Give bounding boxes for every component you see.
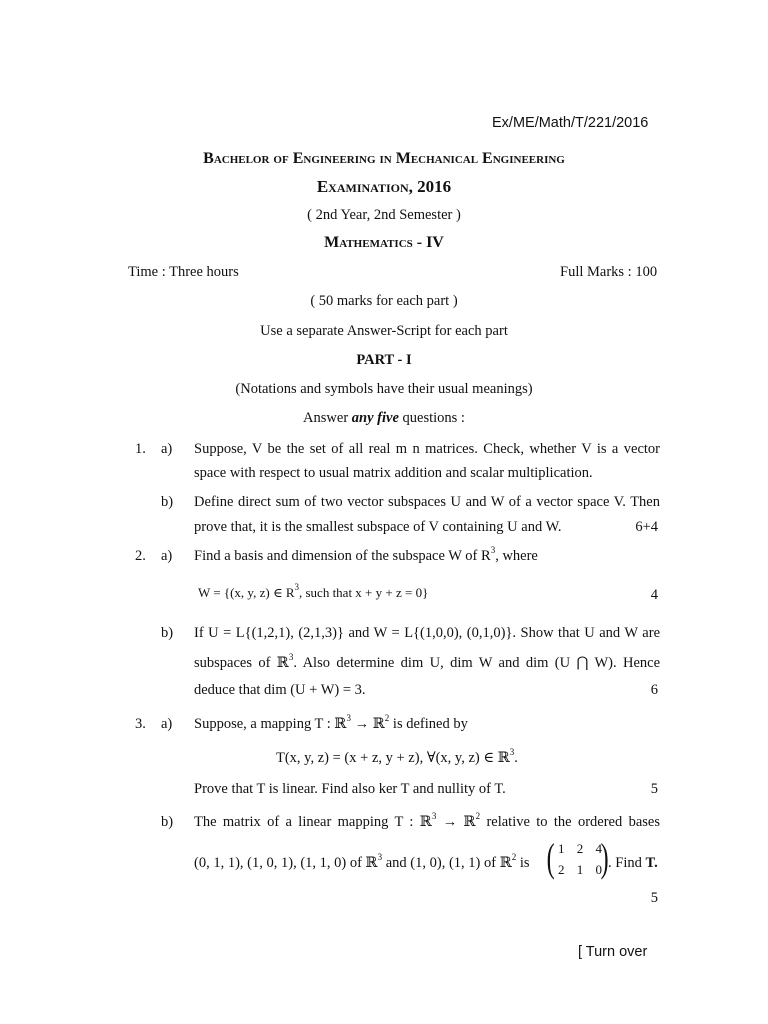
q1b-line2: prove that, it is the smallest subspace of V containing U and W. (194, 519, 562, 535)
matrix-right-paren: ) (600, 835, 609, 880)
q2a-marks: 4 (650, 587, 658, 603)
matrix-row-1: 1 2 4 (558, 841, 602, 856)
question-number-1: 1. (135, 441, 146, 457)
q3a-marks: 5 (650, 781, 658, 797)
q1-part-a-label: a) (161, 441, 173, 457)
q1b-line1: Define direct sum of two vector subspaces U and W of a vector space V. Then (194, 494, 660, 510)
question-number-2: 2. (135, 548, 146, 564)
q3-part-b-label: b) (161, 814, 174, 830)
q2a-equation: W = {(x, y, z) ∈ $R^3$, such that x + y + z = 0} (198, 582, 429, 600)
q1-part-b-label: b) (161, 494, 174, 510)
q2b-marks: 6 (650, 682, 658, 698)
q3b-line2: (0, 1, 1), (1, 0, 1), (1, 1, 0) of ℝ$^3$ and (1, 0), (1, 1) of ℝ$^2$ is (194, 852, 530, 871)
q1a-line1: Suppose, V be the set of all real m n matrices. Check, whether V is a vector (194, 441, 660, 457)
matrix-left-paren: ( (546, 835, 555, 880)
question-number-3: 3. (135, 716, 146, 732)
q2-part-a-label: a) (161, 548, 173, 564)
q3-part-a-label: a) (161, 716, 173, 732)
q3a-line1: Suppose, a mapping T : ℝ$^3$ → ℝ$^2$ is defined by (194, 713, 468, 732)
q3b-find: . Find T. (608, 855, 658, 871)
q1-marks: 6+4 (635, 519, 658, 535)
q3b-line1: The matrix of a linear mapping T : ℝ$^3$ → ℝ$^2$ relative to the ordered bases (194, 811, 660, 830)
notations-note: (Notations and symbols have their usual meanings) (235, 381, 533, 397)
q2a-line1: Find a basis and dimension of the subspace W of $R^3$, where (194, 545, 538, 564)
q2b-line2: subspaces of ℝ$^3$. Also determine dim U, dim W and dim (U ⋂ W). Hence (194, 652, 661, 671)
matrix-row-2: 2 1 0 (558, 862, 602, 877)
exam-title-line2: Examination, 2016 (316, 177, 452, 196)
year-semester: ( 2nd Year, 2nd Semester ) (307, 207, 461, 223)
time-label: Time : Three hours (128, 264, 239, 280)
q3b-matrix (546, 835, 609, 880)
answer-emphasis: any five (351, 410, 399, 426)
q2-part-b-label: b) (161, 625, 174, 641)
separate-script-note: Use a separate Answer-Script for each part (260, 323, 508, 339)
paper-code: Ex/ME/Math/T/221/2016 (492, 115, 649, 131)
q2b-line3: deduce that dim (U + W) = 3. (194, 682, 366, 698)
subject-title: Mathematics - IV (324, 234, 444, 251)
part-heading: PART - I (356, 352, 412, 368)
q1a-line2: space with respect to usual matrix addition and scalar multiplication. (194, 465, 593, 481)
q3b-marks: 5 (650, 890, 658, 906)
answer-instruction: Answer any five questions : (303, 410, 465, 426)
q2b-line1: If U = L{(1,2,1), (2,1,3)} and W = L{(1,0,0), (0,1,0)}. Show that U and W are (194, 625, 660, 641)
full-marks-label: Full Marks : 100 (560, 264, 658, 280)
q3a-line3: Prove that T is linear. Find also ker T and nullity of T. (194, 781, 506, 797)
turn-over-note: [ Turn over (578, 944, 648, 960)
q3a-equation: T(x, y, z) = (x + z, y + z), ∀(x, y, z) ∈ ℝ$^3$. (276, 747, 518, 766)
marks-each-part: ( 50 marks for each part ) (310, 293, 458, 309)
exam-title-line1: Bachelor of Engineering in Mechanical Engineering (203, 150, 565, 167)
